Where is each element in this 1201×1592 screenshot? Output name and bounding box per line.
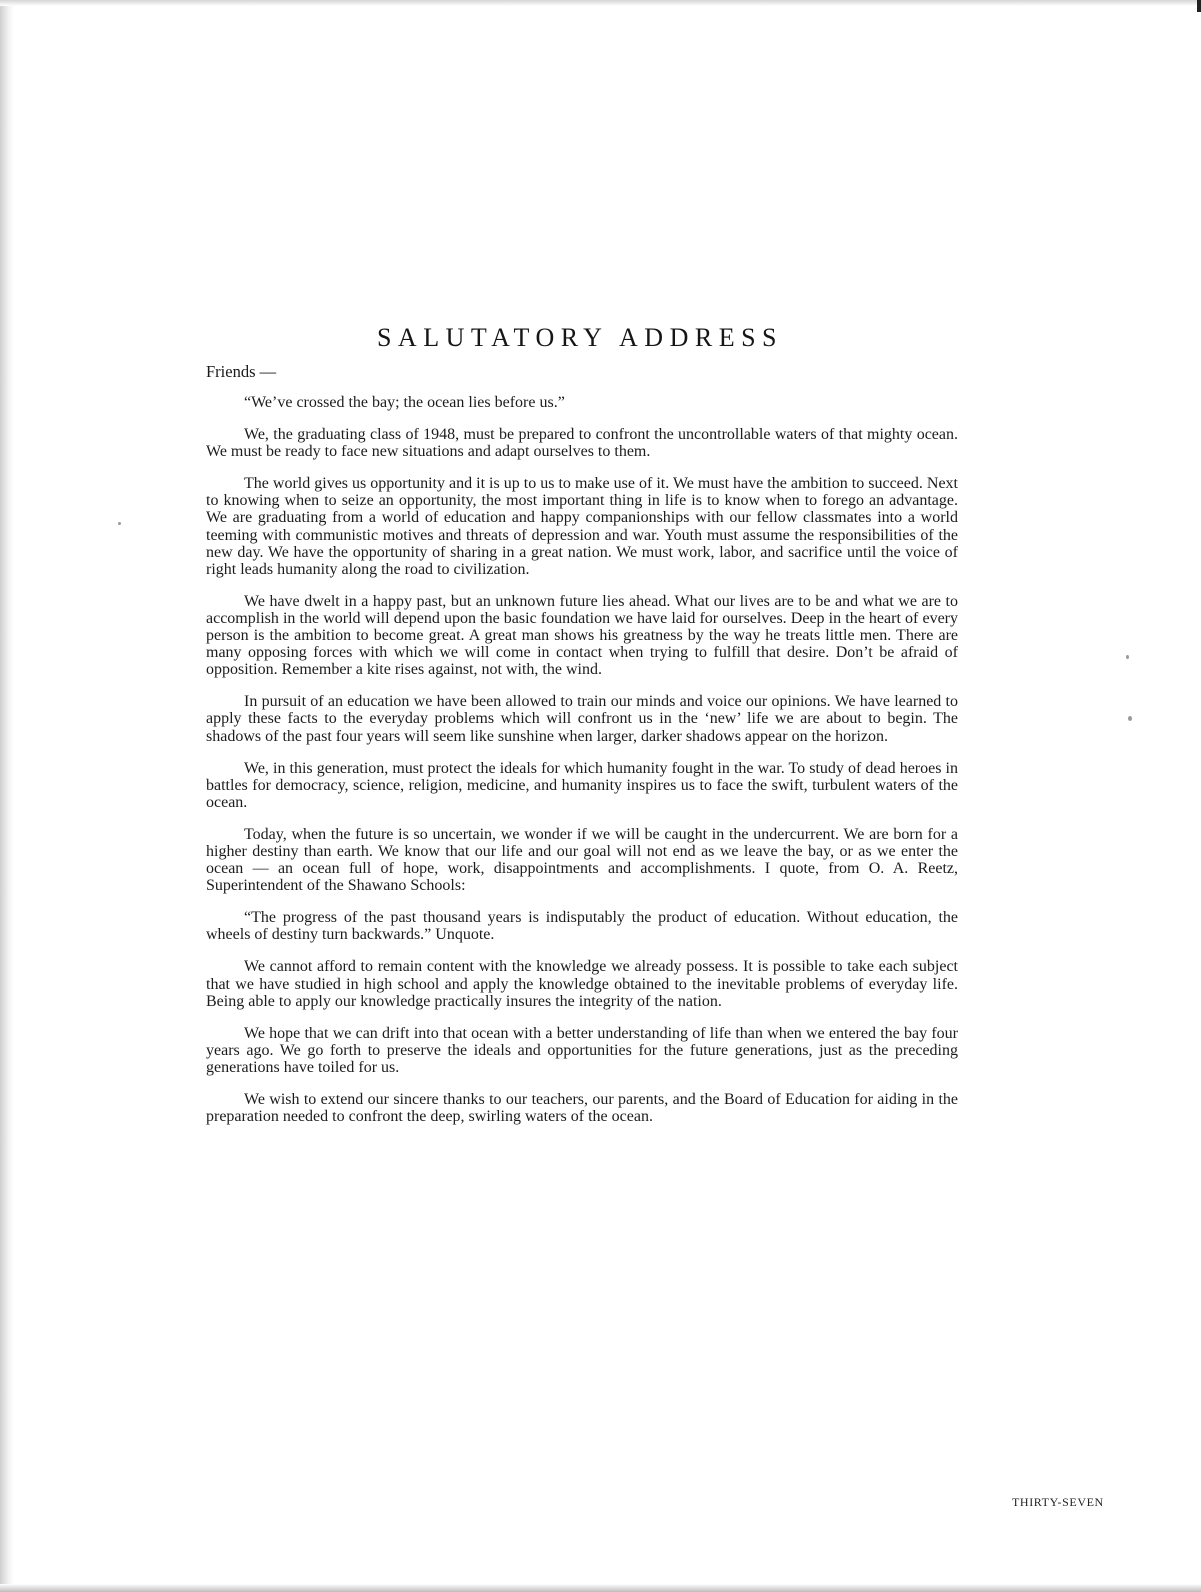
- address-body: [206, 394, 958, 1140]
- page-edge-shadow-left: [0, 0, 14, 1592]
- scan-speck: [1126, 655, 1129, 659]
- paragraph-opening-quote: “We’ve crossed the bay; the ocean lies before us.”: [244, 394, 565, 411]
- paragraph: We cannot afford to remain content with the knowledge we already possess. It is possible to take each subject that we have studied in high school and apply the knowledge obtained to the inevitable problems of everyday life. Being able to apply our knowledge practically insures the integrity of the nation.: [206, 958, 958, 1010]
- paragraph: We, the graduating class of 1948, must be prepared to confront the uncontrollable waters of that mighty ocean. We must be ready to face new situations and adapt ourselves to them.: [206, 426, 958, 461]
- page-edge-shadow-top: [0, 0, 1201, 6]
- scan-speck: [118, 522, 121, 525]
- paragraph-closing: We wish to extend our sincere thanks to our teachers, our parents, and the Board of Education for aiding in the preparation needed to confront the deep, swirling waters of the ocean.: [206, 1091, 958, 1126]
- page-title: SALUTATORY ADDRESS: [376, 323, 784, 352]
- paragraph: Today, when the future is so uncertain, we wonder if we will be caught in the undercurrent. We are born for a higher destiny than earth. We know that our life and our goal will not end as we leave the bay, or as we enter the ocean — an ocean full of hope, work, disappointments and accomplishments. I quote, from O. A. Reetz, Superintendent of the Shawano Schools:: [206, 825, 958, 895]
- page-edge-shadow-bottom: [0, 1584, 1201, 1592]
- page-number: THIRTY-SEVEN: [1012, 1495, 1104, 1509]
- paragraph: We have dwelt in a happy past, but an unknown future lies ahead. What our lives are to be and what we are to accomplish in the world will depend upon the basic foundation we have laid for ourselves. Deep in the heart of every person is the ambition to become great. A great man shows his greatness by the way he treats little men. There are many opposing forces with which we will come in contact when trying to fulfill that desire. Don’t be afraid of opposition. Remember a kite rises against, not with, the wind.: [206, 592, 958, 679]
- scan-corner-mark: [1197, 0, 1201, 12]
- paragraph: We, in this generation, must protect the ideals for which humanity fought in the war. To study of dead heroes in battles for democracy, science, religion, medicine, and humanity inspires us to face the swift, turbulent waters of the ocean.: [206, 759, 958, 811]
- paragraph-quotation: “The progress of the past thousand years is indisputably the product of education. Without education, the wheels of destiny turn backwards.” Unquote.: [206, 909, 958, 944]
- salutation: Friends —: [206, 362, 277, 381]
- scan-speck: [1128, 716, 1132, 721]
- paragraph: In pursuit of an education we have been allowed to train our minds and voice our opinions. We have learned to apply these facts to the everyday problems which will confront us in the ‘new’ life we are about to begin. The shadows of the past four years will seem like sunshine when larger, darker shadows appear on the horizon.: [206, 693, 958, 745]
- paragraph: We hope that we can drift into that ocean with a better understanding of life than when we entered the bay four years ago. We go forth to preserve the ideals and opportunities for the future generations, just as the preceding generations have toiled for us.: [206, 1024, 958, 1076]
- paragraph: The world gives us opportunity and it is up to us to make use of it. We must have the ambition to succeed. Next to knowing when to seize an opportunity, the most important thing in life is to know when to forego an advantage. We are graduating from a world of education and happy companionships with our fellow classmates into a world teeming with communistic motives and threats of depression and war. Youth must assume the responsibilities of the new day. We have the opportunity of sharing in a great nation. We must work, labor, and sacrifice until the voice of right leads humanity along the road to civilization.: [206, 475, 958, 578]
